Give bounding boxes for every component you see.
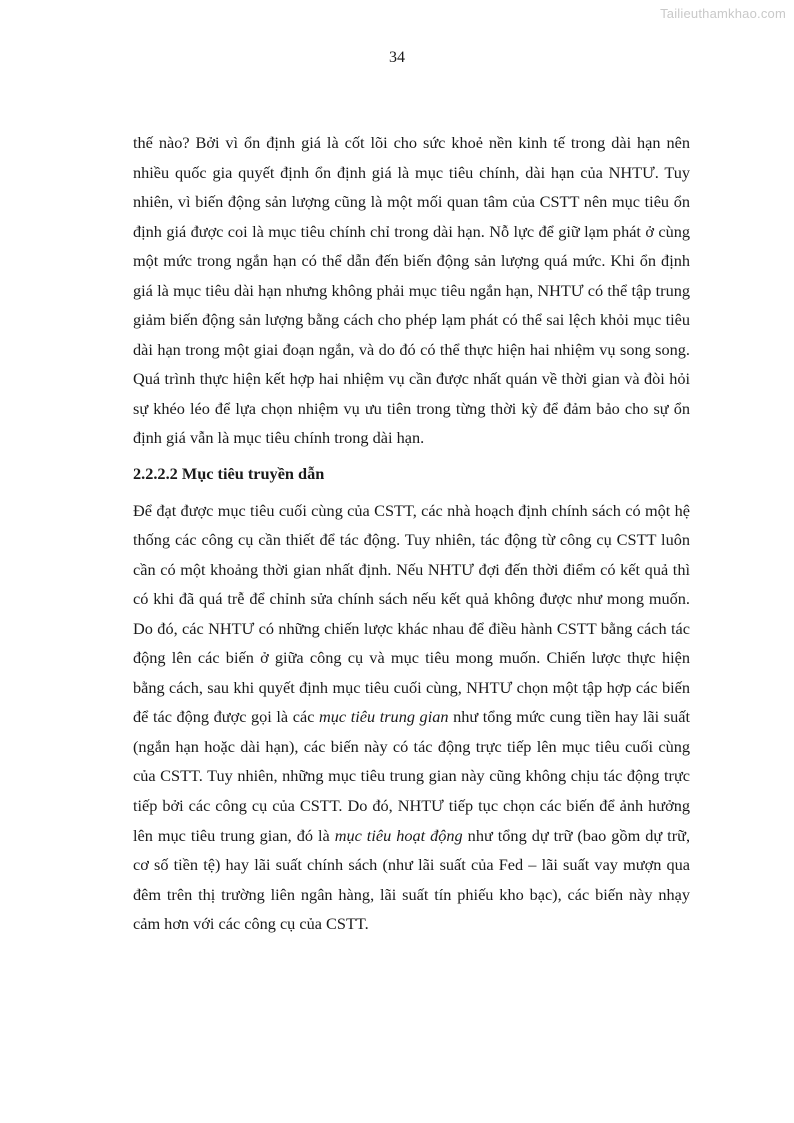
watermark: Tailieuthamkhao.com [660,6,786,21]
document-body [133,128,690,939]
paragraph-text-part-3: như tổng dự trữ (bao gồm dự trữ, cơ số tiền tệ) hay lãi suất chính sách (như lãi suất của Fed – lãi suất vay mượn qua đêm trên thị trường liên ngân hàng, lãi suất tín phiếu kho bạc), các biến này nhạy cảm hơn với các công cụ của CSTT. [133,825,691,934]
paragraph-text-part-1: Để đạt được mục tiêu cuối cùng của CSTT, các nhà hoạch định chính sách có một hệ thống các công cụ cần thiết để tác động. Tuy nhiên, tác động từ công cụ CSTT luôn cần có một khoảng thời gian nhất định. Nếu NHTƯ đợi đến thời điểm có kết quả thì có khi đã quá trễ để chỉnh sửa chính sách nếu kết quả không được như mong muốn. Do đó, các NHTƯ có những chiến lược khác nhau để điều hành CSTT bằng cách tác động lên các biến ở giữa công cụ và mục tiêu mong muốn. Chiến lược thực hiện bằng cách, sau khi quyết định mục tiêu cuối cùng, NHTƯ chọn một tập hợp các biến để tác động được gọi là các [133,500,690,727]
page-number: 34 [389,49,405,66]
section-heading: 2.2.2.2 Mục tiêu truyền dẫn [133,464,325,484]
paragraph-transmission-targets [133,496,690,939]
paragraph-continuation: thế nào? Bởi vì ổn định giá là cốt lõi cho sức khoẻ nền kinh tế trong dài hạn nên nhiều quốc gia quyết định ổn định giá là mục tiêu chính, dài hạn của NHTƯ. Tuy nhiên, vì biến động sản lượng cũng là một mối quan tâm của CSTT nên mục tiêu ổn định giá được coi là mục tiêu chính chỉ trong dài hạn. Nỗ lực để giữ lạm phát ở cùng một mức trong ngắn hạn có thể dẫn đến biến động sản lượng quá mức. Khi ổn định giá là mục tiêu dài hạn nhưng không phải mục tiêu ngắn hạn, NHTƯ có thể tập trung giảm biến động sản lượng bằng cách cho phép lạm phát có thể sai lệch khỏi mục tiêu dài hạn trong một giai đoạn ngắn, và do đó có thể thực hiện hai nhiệm vụ song song. Quá trình thực hiện kết hợp hai nhiệm vụ cần được nhất quán về thời gian và đòi hỏi sự khéo léo để lựa chọn nhiệm vụ ưu tiên trong từng thời kỳ để đảm bảo cho sự ổn định giá vẫn là mục tiêu chính trong dài hạn. [133,133,690,448]
italic-term-operating-targets: mục tiêu hoạt động [334,825,463,845]
paragraph-text-part-2: như tổng mức cung tiền hay lãi suất (ngắn hạn hoặc dài hạn), các biến này có tác động trực tiếp lên mục tiêu cuối cùng của CSTT. Tuy nhiên, những mục tiêu trung gian này cũng không chịu tác động trực tiếp bởi các công cụ của CSTT. Do đó, NHTƯ tiếp tục chọn các biến để ảnh hưởng lên mục tiêu trung gian, đó là [133,707,690,845]
italic-term-intermediate-targets: mục tiêu trung gian [319,707,449,727]
